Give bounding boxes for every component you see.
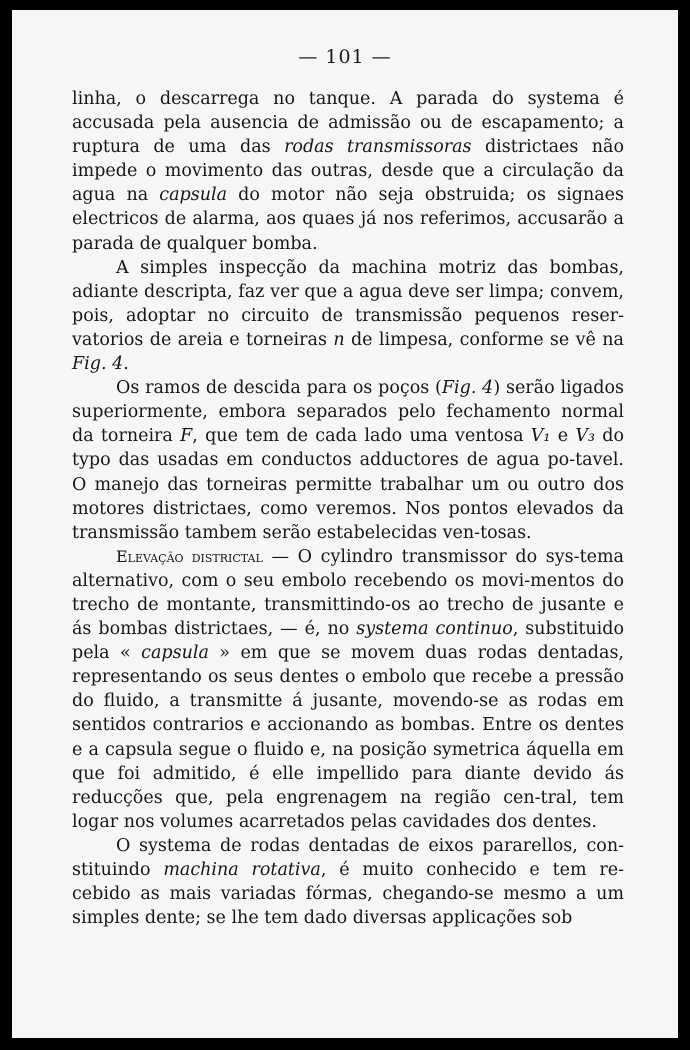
italic-term: V₁ [530,426,551,447]
paragraph [72,87,624,256]
text-run: Os ramos de descida para os poços ( [116,378,442,399]
text-run: — O cylindro transmissor do sys-tema alternativo, com o seu embolo recebendo os movi-mentos do trecho de montante, transmittindo-os ao trecho de jusante e ás bombas districtaes, — é, no [72,546,624,640]
text-run: . [123,354,129,375]
text-run: , substituido pela « [72,619,624,664]
book-page [12,10,678,1038]
text-run: de limpesa, conforme se vê na [344,329,624,350]
italic-term: systema continuo [356,619,513,640]
text-run: linha, o descarrega no tanque. A parada do systema é accusada pela ausencia de admissão ou de escapamento; a ruptura de uma das [72,89,624,158]
text-run: , que tem de cada lado uma ventosa [192,426,531,447]
italic-term: n [333,329,345,350]
body-text [72,87,624,930]
text-run: do motor não seja obstruida; os signaes electricos de alarma, aos quaes já nos referimos, accusarão a parada de qualquer bomba. [72,185,624,254]
italic-term: machina rotativa [163,860,321,880]
text-run: do typo das usadas em conductos adductores de agua po-tavel. O manejo das torneiras permitte trabalhar um ou outro dos motores districtaes, como veremos. Nos pontos elevados da transmissão tambem serão estabelecidas ven-tosas. [72,426,624,543]
text-run: , é muito conhecido e tem re-cebido as mais variadas fórmas, chegando-se mesmo a um simples dente; se lhe tem dado diversas applicações sob [72,860,624,929]
paragraph [72,545,624,834]
text-run: O systema de rodas dentadas de eixos pararellos, con-stituindo [72,835,624,880]
paragraph [72,376,624,545]
italic-term: Fig. 4 [441,378,494,399]
italic-term: V₃ [575,426,595,447]
italic-term: F [180,426,193,447]
text-run: » em que se movem duas rodas dentadas, representando os seus dentes o embolo que recebe a pressão do fluido, a transmitte á jusante, movendo-se as rodas em sentidos contrarios e accionando as bombas. Entre os dentes e a capsula segue o fluido e, na posição symetrica áquella em que foi admitido, é elle impellido para diante devido ás reducções que, pela engrenagem na região cen-tral, tem logar nos volumes acarretados pelas cavidades dos dentes. [72,643,624,832]
section-heading: Elevação districtal [116,546,263,566]
italic-term: capsula [159,185,228,206]
text-run: e [550,426,576,447]
text-run: districtaes não impede o movimento das outras, desde que a circulação da agua na [72,137,624,206]
italic-term: rodas transmissoras [284,137,472,158]
paragraph [72,256,624,376]
text-run: ) serão ligados superiormente, embora separados pelo fechamento normal da torneira [72,378,624,447]
page-number: — 101 — [298,46,392,68]
italic-term: capsula [141,643,209,664]
paragraph [72,834,624,930]
italic-term: Fig. 4 [72,354,124,375]
text-run: A simples inspecção da machina motriz das bombas, adiante descripta, faz ver que a agua deve ser limpa; convem, pois, adoptar no circuito de transmissão pequenos reser-vatorios de areia e torneiras [72,257,624,350]
